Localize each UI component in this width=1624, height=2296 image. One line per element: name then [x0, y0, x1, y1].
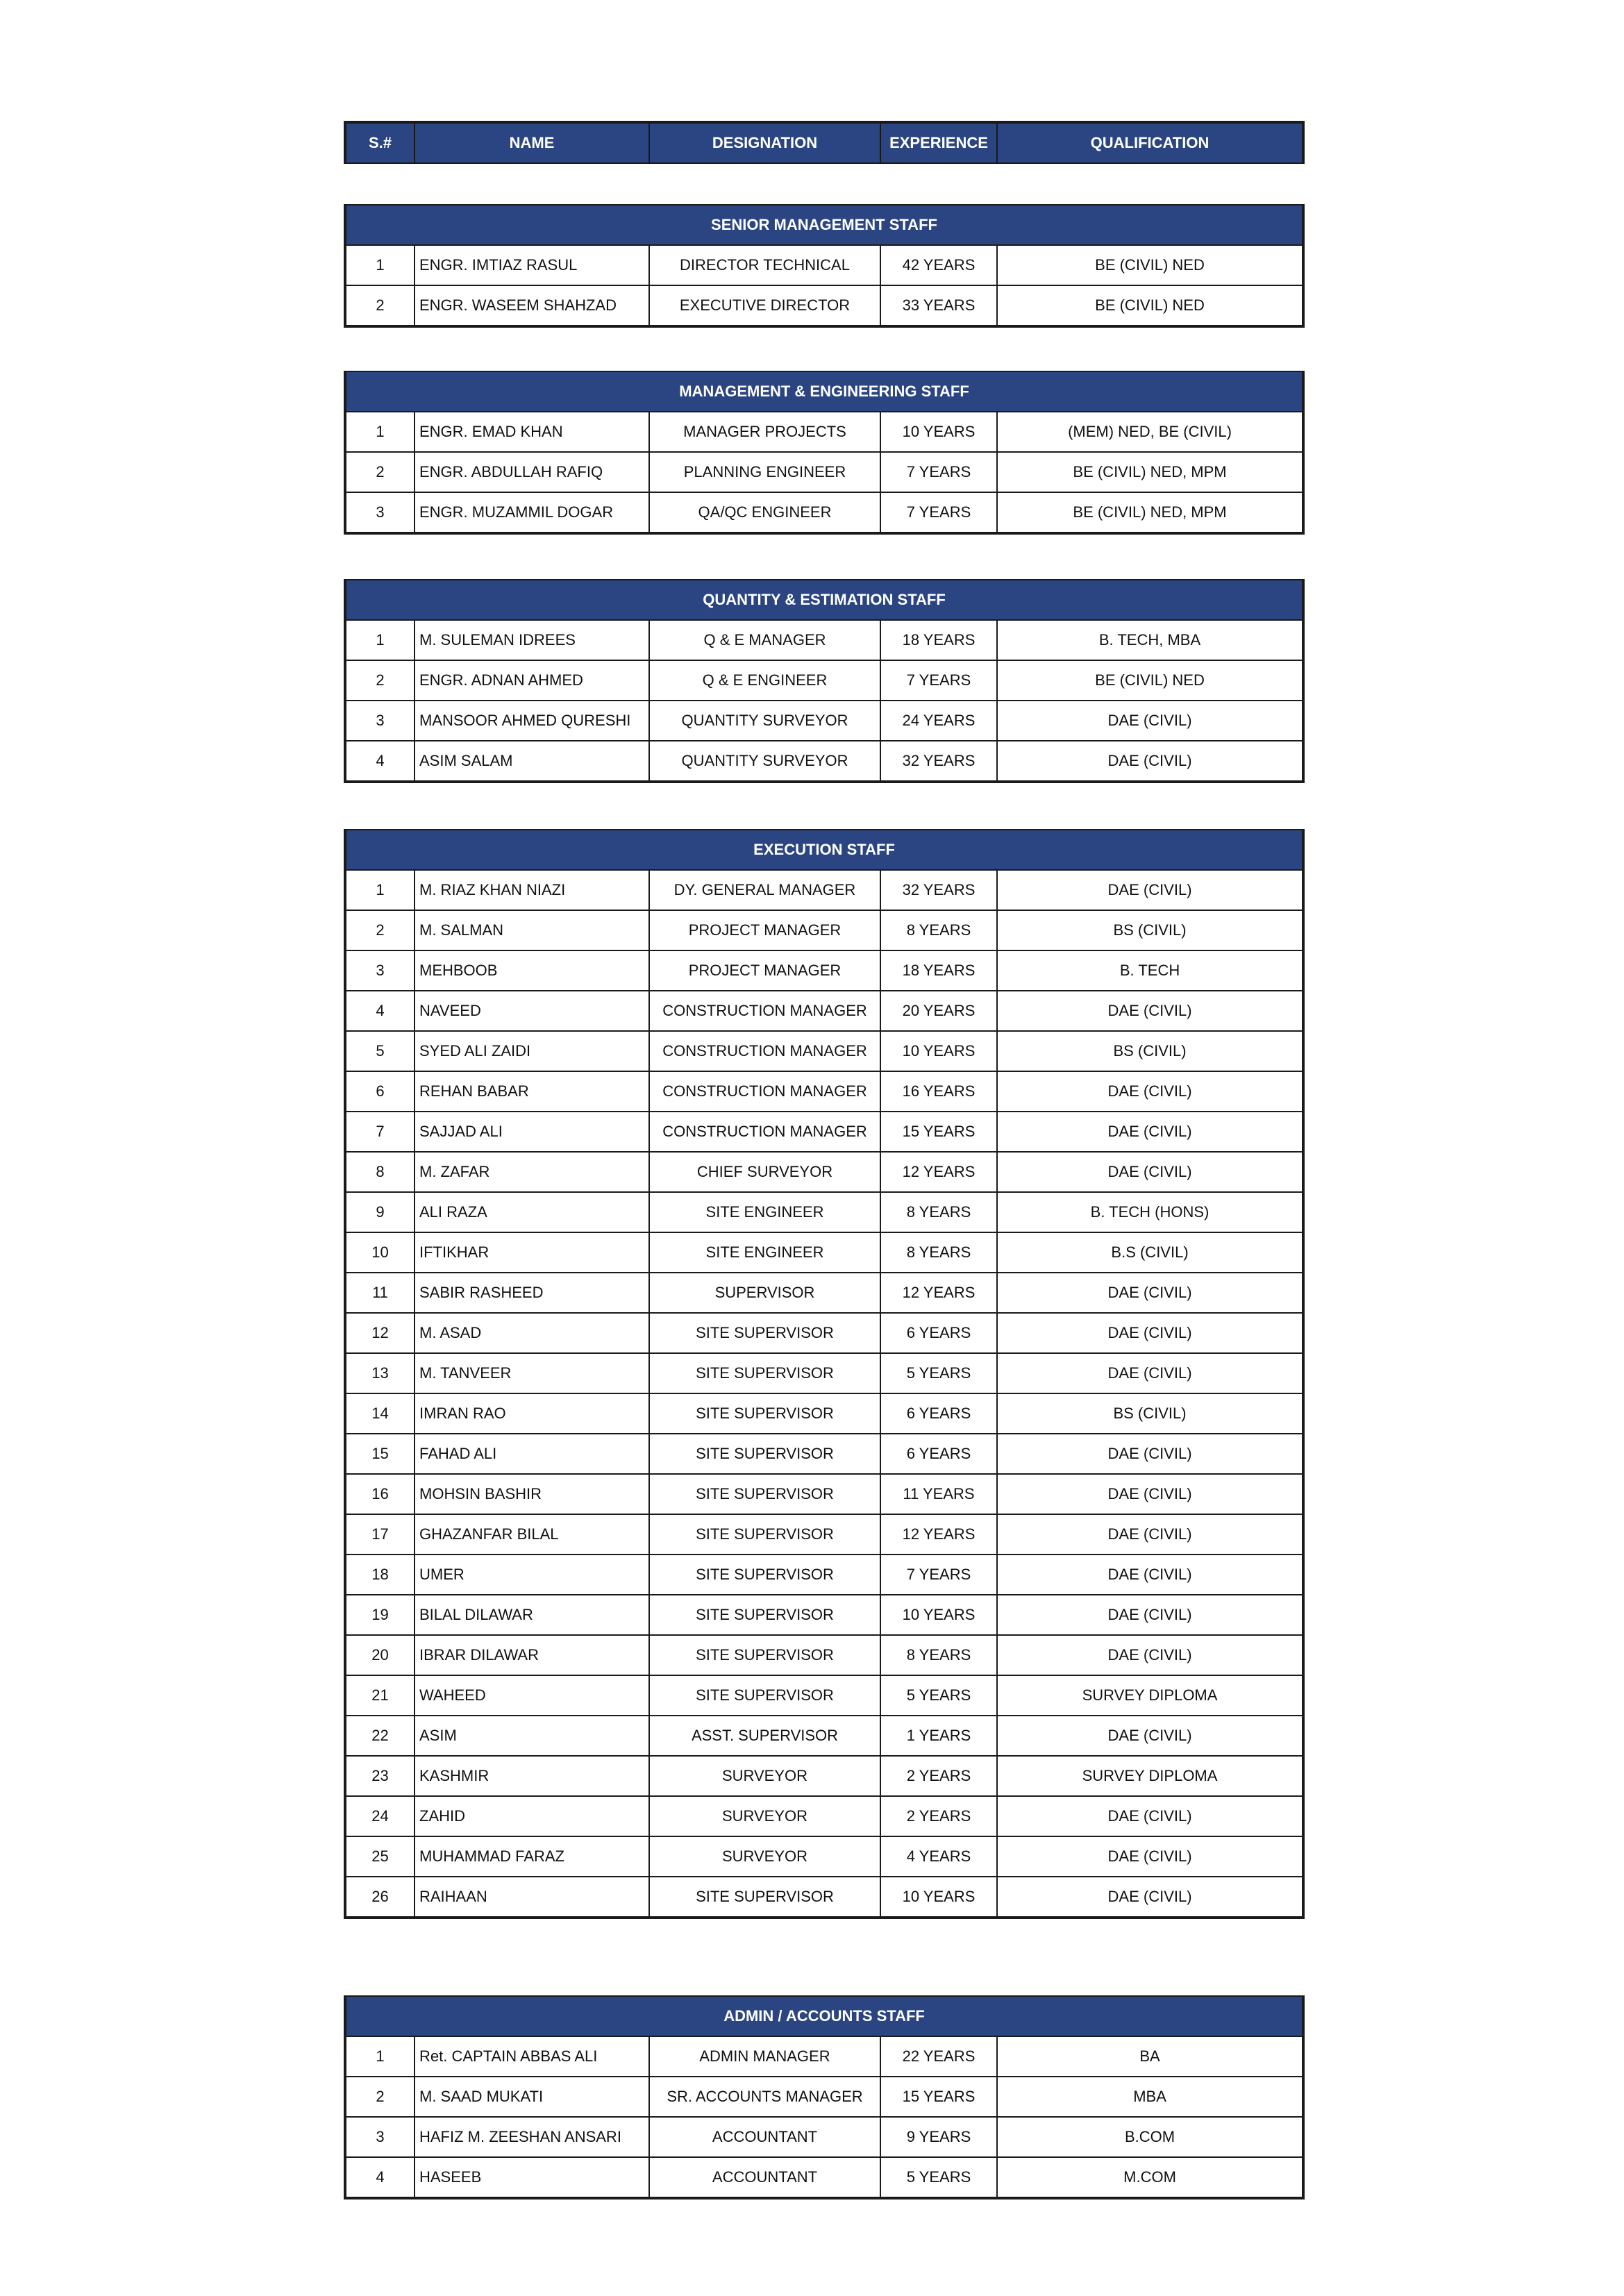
- cell-qualification: DAE (CIVIL): [997, 1635, 1303, 1675]
- section-admin-accounts: [344, 1995, 1305, 2199]
- cell-qualification: DAE (CIVIL): [997, 1836, 1303, 1877]
- header-qualification: QUALIFICATION: [997, 122, 1303, 163]
- cell-sn: 7: [345, 1112, 415, 1152]
- cell-qualification: BA: [997, 2036, 1303, 2077]
- cell-experience: 12 YEARS: [880, 1273, 997, 1313]
- cell-experience: 5 YEARS: [880, 1353, 997, 1393]
- cell-name: MANSOOR AHMED QURESHI: [415, 701, 649, 741]
- cell-name: IFTIKHAR: [415, 1232, 649, 1273]
- cell-designation: SURVEYOR: [649, 1756, 880, 1796]
- cell-experience: 24 YEARS: [880, 701, 997, 741]
- table-row: [345, 1716, 1303, 1756]
- cell-name: ASIM: [415, 1716, 649, 1756]
- cell-name: SABIR RASHEED: [415, 1273, 649, 1313]
- cell-designation: SITE SUPERVISOR: [649, 1514, 880, 1555]
- cell-sn: 15: [345, 1434, 415, 1474]
- table-row: [345, 1152, 1303, 1192]
- cell-sn: 21: [345, 1675, 415, 1716]
- section-title: MANAGEMENT & ENGINEERING STAFF: [345, 371, 1303, 412]
- table-row: [345, 991, 1303, 1031]
- cell-name: M. SULEMAN IDREES: [415, 620, 649, 660]
- column-header-table: [344, 121, 1305, 164]
- cell-designation: QUANTITY SURVEYOR: [649, 701, 880, 741]
- table-row: [345, 1877, 1303, 1918]
- table-row: [345, 950, 1303, 991]
- cell-qualification: DAE (CIVIL): [997, 1555, 1303, 1595]
- table-row: [345, 910, 1303, 950]
- cell-designation: SURVEYOR: [649, 1796, 880, 1836]
- cell-sn: 10: [345, 1232, 415, 1273]
- cell-qualification: DAE (CIVIL): [997, 1112, 1303, 1152]
- cell-qualification: BE (CIVIL) NED: [997, 245, 1303, 285]
- cell-qualification: DAE (CIVIL): [997, 1474, 1303, 1514]
- section-title-row: [345, 830, 1303, 870]
- cell-designation: DIRECTOR TECHNICAL: [649, 245, 880, 285]
- cell-experience: 7 YEARS: [880, 660, 997, 701]
- cell-designation: SITE ENGINEER: [649, 1192, 880, 1232]
- cell-name: REHAN BABAR: [415, 1071, 649, 1112]
- cell-experience: 6 YEARS: [880, 1393, 997, 1434]
- cell-experience: 10 YEARS: [880, 1877, 997, 1918]
- cell-name: SAJJAD ALI: [415, 1112, 649, 1152]
- cell-qualification: B.S (CIVIL): [997, 1232, 1303, 1273]
- cell-qualification: DAE (CIVIL): [997, 1071, 1303, 1112]
- cell-name: MEHBOOB: [415, 950, 649, 991]
- table-row: [345, 701, 1303, 741]
- cell-name: MUHAMMAD FARAZ: [415, 1836, 649, 1877]
- cell-sn: 22: [345, 1716, 415, 1756]
- table-row: [345, 1474, 1303, 1514]
- cell-name: ENGR. IMTIAZ RASUL: [415, 245, 649, 285]
- cell-qualification: B. TECH (HONS): [997, 1192, 1303, 1232]
- cell-sn: 2: [345, 452, 415, 492]
- cell-sn: 5: [345, 1031, 415, 1071]
- cell-qualification: DAE (CIVIL): [997, 1716, 1303, 1756]
- cell-qualification: MBA: [997, 2077, 1303, 2117]
- table-row: [345, 1796, 1303, 1836]
- table-row: [345, 492, 1303, 533]
- cell-designation: QUANTITY SURVEYOR: [649, 741, 880, 782]
- cell-sn: 3: [345, 2117, 415, 2157]
- cell-name: ENGR. ABDULLAH RAFIQ: [415, 452, 649, 492]
- cell-qualification: DAE (CIVIL): [997, 1514, 1303, 1555]
- cell-designation: Q & E ENGINEER: [649, 660, 880, 701]
- table-row: [345, 452, 1303, 492]
- cell-name: ASIM SALAM: [415, 741, 649, 782]
- cell-qualification: SURVEY DIPLOMA: [997, 1675, 1303, 1716]
- column-header-row: [345, 122, 1303, 163]
- cell-experience: 16 YEARS: [880, 1071, 997, 1112]
- cell-qualification: DAE (CIVIL): [997, 1313, 1303, 1353]
- cell-sn: 26: [345, 1877, 415, 1918]
- cell-name: M. SAAD MUKATI: [415, 2077, 649, 2117]
- table-row: [345, 1595, 1303, 1635]
- table-row: [345, 1273, 1303, 1313]
- cell-name: HASEEB: [415, 2157, 649, 2198]
- table-row: [345, 1112, 1303, 1152]
- cell-experience: 18 YEARS: [880, 950, 997, 991]
- cell-qualification: (MEM) NED, BE (CIVIL): [997, 412, 1303, 452]
- table-row: [345, 2157, 1303, 2198]
- cell-designation: ASST. SUPERVISOR: [649, 1716, 880, 1756]
- table-row: [345, 1313, 1303, 1353]
- cell-sn: 23: [345, 1756, 415, 1796]
- cell-designation: SITE SUPERVISOR: [649, 1595, 880, 1635]
- cell-experience: 6 YEARS: [880, 1434, 997, 1474]
- table-row: [345, 1192, 1303, 1232]
- cell-designation: SITE SUPERVISOR: [649, 1313, 880, 1353]
- cell-designation: Q & E MANAGER: [649, 620, 880, 660]
- table-row: [345, 1071, 1303, 1112]
- cell-sn: 2: [345, 660, 415, 701]
- table-row: [345, 1393, 1303, 1434]
- cell-qualification: BS (CIVIL): [997, 1393, 1303, 1434]
- cell-sn: 16: [345, 1474, 415, 1514]
- cell-experience: 15 YEARS: [880, 2077, 997, 2117]
- cell-designation: CONSTRUCTION MANAGER: [649, 1071, 880, 1112]
- cell-qualification: DAE (CIVIL): [997, 1273, 1303, 1313]
- cell-designation: CONSTRUCTION MANAGER: [649, 991, 880, 1031]
- cell-designation: SITE SUPERVISOR: [649, 1675, 880, 1716]
- cell-sn: 13: [345, 1353, 415, 1393]
- cell-sn: 1: [345, 2036, 415, 2077]
- table-row: [345, 2036, 1303, 2077]
- cell-qualification: DAE (CIVIL): [997, 741, 1303, 782]
- cell-designation: SITE SUPERVISOR: [649, 1877, 880, 1918]
- table-row: [345, 245, 1303, 285]
- table-row: [345, 285, 1303, 326]
- header-designation: DESIGNATION: [649, 122, 880, 163]
- cell-experience: 32 YEARS: [880, 741, 997, 782]
- cell-sn: 3: [345, 492, 415, 533]
- section-management-engineering: [344, 371, 1305, 535]
- cell-sn: 17: [345, 1514, 415, 1555]
- cell-name: MOHSIN BASHIR: [415, 1474, 649, 1514]
- table-row: [345, 620, 1303, 660]
- cell-designation: CONSTRUCTION MANAGER: [649, 1031, 880, 1071]
- cell-experience: 5 YEARS: [880, 1675, 997, 1716]
- cell-qualification: DAE (CIVIL): [997, 870, 1303, 910]
- table-row: [345, 1514, 1303, 1555]
- table-row: [345, 1635, 1303, 1675]
- section-title-row: [345, 1996, 1303, 2036]
- cell-name: M. TANVEER: [415, 1353, 649, 1393]
- header-sn: S.#: [345, 122, 415, 163]
- cell-sn: 6: [345, 1071, 415, 1112]
- cell-designation: PLANNING ENGINEER: [649, 452, 880, 492]
- cell-name: FAHAD ALI: [415, 1434, 649, 1474]
- cell-qualification: B. TECH: [997, 950, 1303, 991]
- cell-sn: 18: [345, 1555, 415, 1595]
- cell-designation: ADMIN MANAGER: [649, 2036, 880, 2077]
- cell-designation: MANAGER PROJECTS: [649, 412, 880, 452]
- cell-name: IBRAR DILAWAR: [415, 1635, 649, 1675]
- cell-sn: 1: [345, 412, 415, 452]
- cell-qualification: DAE (CIVIL): [997, 991, 1303, 1031]
- cell-sn: 4: [345, 991, 415, 1031]
- cell-experience: 7 YEARS: [880, 492, 997, 533]
- cell-name: NAVEED: [415, 991, 649, 1031]
- table-row: [345, 1353, 1303, 1393]
- cell-experience: 7 YEARS: [880, 452, 997, 492]
- cell-sn: 1: [345, 870, 415, 910]
- table-row: [345, 741, 1303, 782]
- cell-designation: PROJECT MANAGER: [649, 950, 880, 991]
- cell-name: M. RIAZ KHAN NIAZI: [415, 870, 649, 910]
- cell-name: ALI RAZA: [415, 1192, 649, 1232]
- section-execution: [344, 829, 1305, 1919]
- cell-experience: 33 YEARS: [880, 285, 997, 326]
- cell-experience: 20 YEARS: [880, 991, 997, 1031]
- section-title: QUANTITY & ESTIMATION STAFF: [345, 580, 1303, 620]
- cell-experience: 4 YEARS: [880, 1836, 997, 1877]
- cell-designation: SITE SUPERVISOR: [649, 1353, 880, 1393]
- cell-name: IMRAN RAO: [415, 1393, 649, 1434]
- cell-experience: 12 YEARS: [880, 1152, 997, 1192]
- cell-experience: 32 YEARS: [880, 870, 997, 910]
- cell-sn: 1: [345, 620, 415, 660]
- table-row: [345, 660, 1303, 701]
- cell-qualification: DAE (CIVIL): [997, 1796, 1303, 1836]
- cell-qualification: DAE (CIVIL): [997, 1152, 1303, 1192]
- cell-name: WAHEED: [415, 1675, 649, 1716]
- cell-sn: 9: [345, 1192, 415, 1232]
- cell-designation: SITE SUPERVISOR: [649, 1635, 880, 1675]
- cell-qualification: B.COM: [997, 2117, 1303, 2157]
- cell-name: HAFIZ M. ZEESHAN ANSARI: [415, 2117, 649, 2157]
- header-experience: EXPERIENCE: [880, 122, 997, 163]
- table-row: [345, 1031, 1303, 1071]
- cell-qualification: DAE (CIVIL): [997, 1434, 1303, 1474]
- cell-name: UMER: [415, 1555, 649, 1595]
- section-title: EXECUTION STAFF: [345, 830, 1303, 870]
- cell-name: M. ASAD: [415, 1313, 649, 1353]
- cell-sn: 2: [345, 910, 415, 950]
- table-row: [345, 1836, 1303, 1877]
- cell-name: Ret. CAPTAIN ABBAS ALI: [415, 2036, 649, 2077]
- cell-name: ENGR. MUZAMMIL DOGAR: [415, 492, 649, 533]
- cell-experience: 8 YEARS: [880, 1635, 997, 1675]
- cell-qualification: DAE (CIVIL): [997, 1595, 1303, 1635]
- cell-designation: ACCOUNTANT: [649, 2117, 880, 2157]
- cell-qualification: BE (CIVIL) NED: [997, 660, 1303, 701]
- cell-experience: 2 YEARS: [880, 1796, 997, 1836]
- cell-sn: 8: [345, 1152, 415, 1192]
- cell-experience: 6 YEARS: [880, 1313, 997, 1353]
- cell-qualification: BS (CIVIL): [997, 910, 1303, 950]
- cell-sn: 2: [345, 2077, 415, 2117]
- cell-name: GHAZANFAR BILAL: [415, 1514, 649, 1555]
- cell-name: KASHMIR: [415, 1756, 649, 1796]
- cell-qualification: BS (CIVIL): [997, 1031, 1303, 1071]
- cell-sn: 19: [345, 1595, 415, 1635]
- cell-name: ZAHID: [415, 1796, 649, 1836]
- cell-experience: 18 YEARS: [880, 620, 997, 660]
- section-title-row: [345, 580, 1303, 620]
- cell-name: ENGR. WASEEM SHAHZAD: [415, 285, 649, 326]
- cell-experience: 2 YEARS: [880, 1756, 997, 1796]
- table-row: [345, 1675, 1303, 1716]
- section-title-row: [345, 205, 1303, 245]
- cell-experience: 8 YEARS: [880, 910, 997, 950]
- cell-experience: 11 YEARS: [880, 1474, 997, 1514]
- cell-qualification: DAE (CIVIL): [997, 1877, 1303, 1918]
- cell-experience: 12 YEARS: [880, 1514, 997, 1555]
- cell-name: SYED ALI ZAIDI: [415, 1031, 649, 1071]
- cell-name: RAIHAAN: [415, 1877, 649, 1918]
- header-name: NAME: [415, 122, 649, 163]
- section-title: SENIOR MANAGEMENT STAFF: [345, 205, 1303, 245]
- cell-name: M. SALMAN: [415, 910, 649, 950]
- cell-qualification: B. TECH, MBA: [997, 620, 1303, 660]
- table-row: [345, 2077, 1303, 2117]
- cell-designation: SITE SUPERVISOR: [649, 1434, 880, 1474]
- cell-experience: 7 YEARS: [880, 1555, 997, 1595]
- section-quantity-estimation: [344, 579, 1305, 783]
- cell-experience: 1 YEARS: [880, 1716, 997, 1756]
- section-title-row: [345, 371, 1303, 412]
- cell-experience: 42 YEARS: [880, 245, 997, 285]
- cell-sn: 14: [345, 1393, 415, 1434]
- table-row: [345, 1756, 1303, 1796]
- cell-qualification: SURVEY DIPLOMA: [997, 1756, 1303, 1796]
- cell-designation: SR. ACCOUNTS MANAGER: [649, 2077, 880, 2117]
- cell-experience: 15 YEARS: [880, 1112, 997, 1152]
- cell-designation: SITE SUPERVISOR: [649, 1393, 880, 1434]
- cell-designation: QA/QC ENGINEER: [649, 492, 880, 533]
- cell-experience: 5 YEARS: [880, 2157, 997, 2198]
- cell-sn: 4: [345, 741, 415, 782]
- cell-name: ENGR. ADNAN AHMED: [415, 660, 649, 701]
- cell-qualification: BE (CIVIL) NED: [997, 285, 1303, 326]
- cell-designation: SITE SUPERVISOR: [649, 1474, 880, 1514]
- cell-name: M. ZAFAR: [415, 1152, 649, 1192]
- cell-qualification: BE (CIVIL) NED, MPM: [997, 492, 1303, 533]
- table-row: [345, 1434, 1303, 1474]
- cell-experience: 8 YEARS: [880, 1192, 997, 1232]
- table-row: [345, 1555, 1303, 1595]
- cell-qualification: DAE (CIVIL): [997, 701, 1303, 741]
- cell-sn: 3: [345, 950, 415, 991]
- cell-sn: 1: [345, 245, 415, 285]
- cell-experience: 10 YEARS: [880, 1031, 997, 1071]
- cell-name: ENGR. EMAD KHAN: [415, 412, 649, 452]
- table-row: [345, 1232, 1303, 1273]
- cell-experience: 10 YEARS: [880, 412, 997, 452]
- cell-designation: ACCOUNTANT: [649, 2157, 880, 2198]
- cell-designation: SUPERVISOR: [649, 1273, 880, 1313]
- cell-designation: EXECUTIVE DIRECTOR: [649, 285, 880, 326]
- cell-designation: CHIEF SURVEYOR: [649, 1152, 880, 1192]
- table-row: [345, 2117, 1303, 2157]
- cell-name: BILAL DILAWAR: [415, 1595, 649, 1635]
- cell-qualification: DAE (CIVIL): [997, 1353, 1303, 1393]
- cell-sn: 25: [345, 1836, 415, 1877]
- cell-designation: CONSTRUCTION MANAGER: [649, 1112, 880, 1152]
- cell-sn: 20: [345, 1635, 415, 1675]
- cell-sn: 11: [345, 1273, 415, 1313]
- cell-sn: 3: [345, 701, 415, 741]
- cell-designation: SITE ENGINEER: [649, 1232, 880, 1273]
- cell-designation: SITE SUPERVISOR: [649, 1555, 880, 1595]
- cell-experience: 22 YEARS: [880, 2036, 997, 2077]
- cell-experience: 9 YEARS: [880, 2117, 997, 2157]
- cell-designation: SURVEYOR: [649, 1836, 880, 1877]
- cell-experience: 8 YEARS: [880, 1232, 997, 1273]
- table-row: [345, 870, 1303, 910]
- cell-designation: PROJECT MANAGER: [649, 910, 880, 950]
- cell-sn: 2: [345, 285, 415, 326]
- cell-qualification: BE (CIVIL) NED, MPM: [997, 452, 1303, 492]
- cell-sn: 12: [345, 1313, 415, 1353]
- cell-sn: 24: [345, 1796, 415, 1836]
- section-senior-management: [344, 204, 1305, 328]
- table-row: [345, 412, 1303, 452]
- section-title: ADMIN / ACCOUNTS STAFF: [345, 1996, 1303, 2036]
- cell-experience: 10 YEARS: [880, 1595, 997, 1635]
- cell-sn: 4: [345, 2157, 415, 2198]
- cell-qualification: M.COM: [997, 2157, 1303, 2198]
- cell-designation: DY. GENERAL MANAGER: [649, 870, 880, 910]
